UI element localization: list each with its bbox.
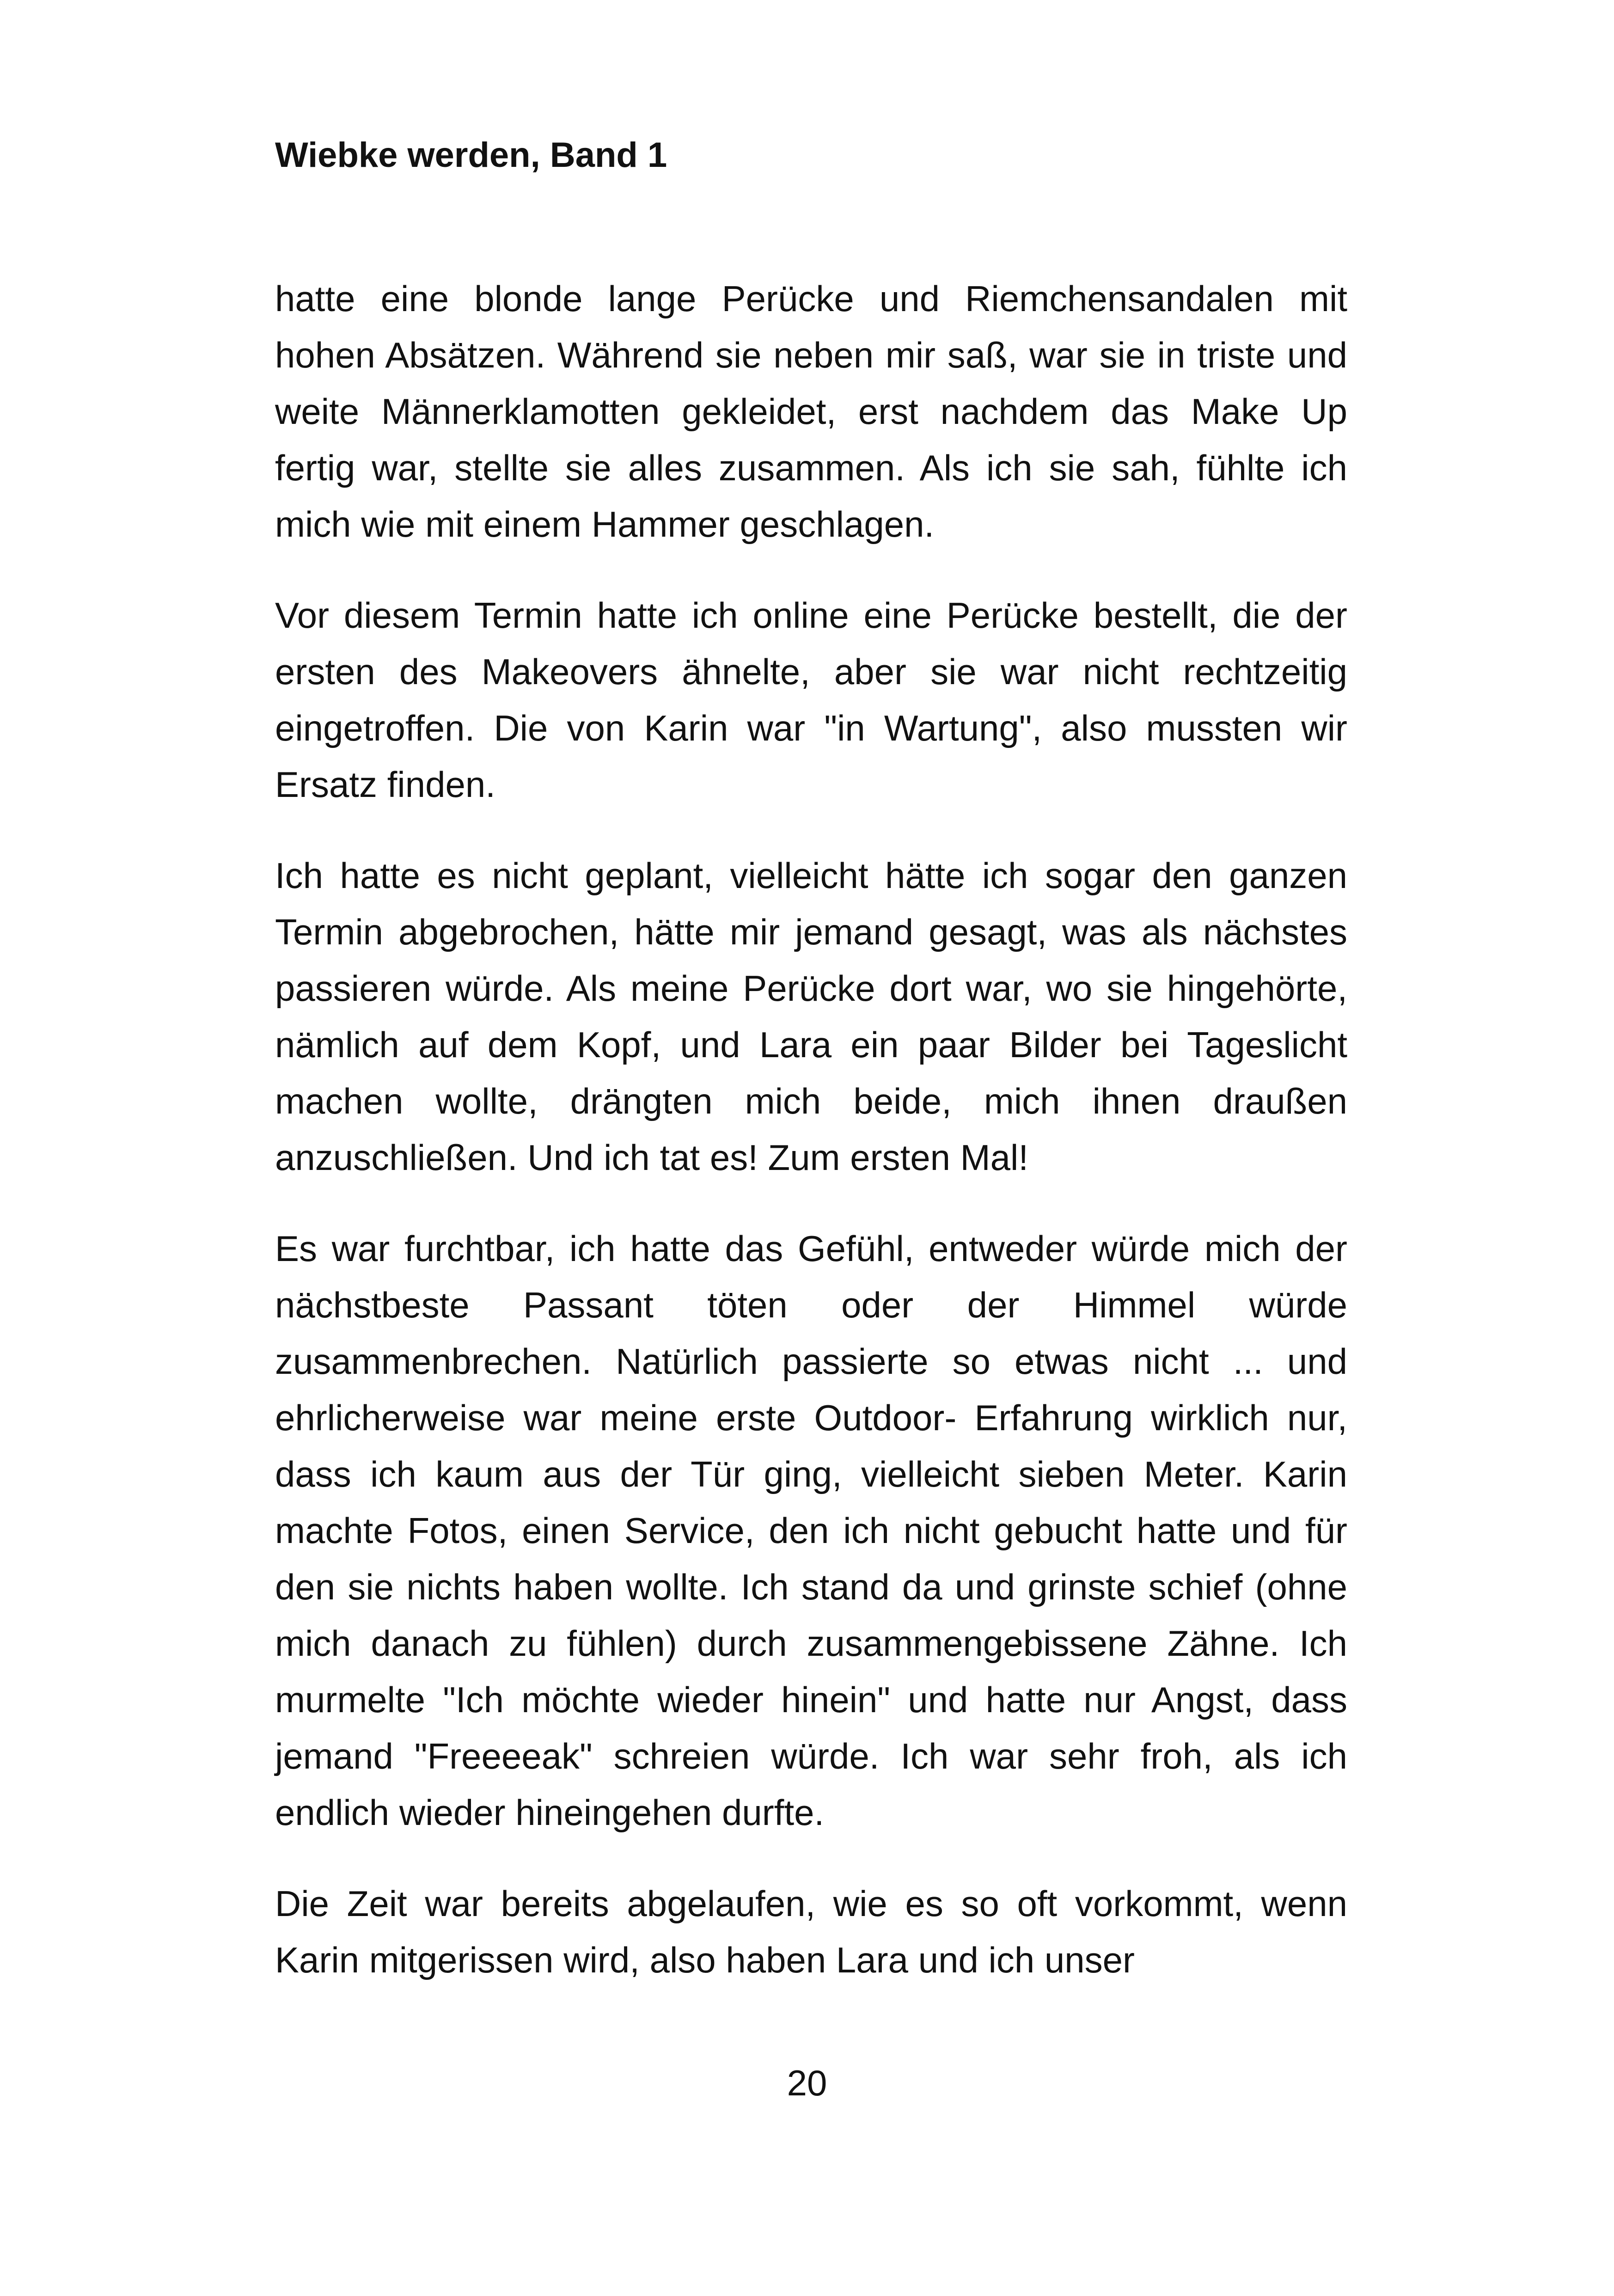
paragraph: Die Zeit war bereits abgelaufen, wie es so oft vorkommt, wenn Karin mitgerissen wird, also haben Lara und ich unser [275,1883,1347,1980]
paragraph: hatte eine blonde lange Perücke und Riemchensandalen mit hohen Absätzen. Während sie neben mir saß, war sie in triste und weite Männerklamotten gekleidet, erst nachdem das Make Up fertig war, stellte sie alles zusammen. Als ich sie sah, fühlte ich mich wie mit einem Hammer geschlagen. [275,278,1347,545]
page-number: 20 [787,2063,827,2103]
running-header: Wiebke werden, Band 1 [275,135,667,175]
paragraph: Ich hatte es nicht geplant, vielleicht hätte ich sogar den ganzen Termin abgebrochen, hätte mir jemand gesagt, was als nächstes passieren würde. Als meine Perücke dort war, wo sie hingehörte, nämlich auf dem Kopf, und Lara ein paar Bilder bei Tageslicht machen wollte, drängten mich beide, mich ihnen draußen anzuschließen. Und ich tat es! Zum ersten Mal! [275,855,1347,1178]
paragraph: Es war furchtbar, ich hatte das Gefühl, entweder würde mich der nächstbeste Passant töten oder der Himmel würde zusammenbrechen. Natürlich passierte so etwas nicht ... und ehrlicherweise war meine erste Outdoor- Erfahrung wirklich nur, dass ich kaum aus der Tür ging, vielleicht sieben Meter. Karin machte Fotos, einen Service, den ich nicht gebucht hatte und für den sie nichts haben wollte. Ich stand da und grinste schief (ohne mich danach zu fühlen) durch zusammengebissene Zähne. Ich murmelte "Ich möchte wieder hinein" und hatte nur Angst, dass jemand "Freeeeak" schreien würde. Ich war sehr froh, als ich endlich wieder hineingehen durfte. [275,1228,1347,1833]
body-text [275,270,1347,2023]
paragraph: Vor diesem Termin hatte ich online eine Perücke bestellt, die der ersten des Makeovers ähnelte, aber sie war nicht rechtzeitig eingetroffen. Die von Karin war "in Wartung", also mussten wir Ersatz finden. [275,595,1347,805]
